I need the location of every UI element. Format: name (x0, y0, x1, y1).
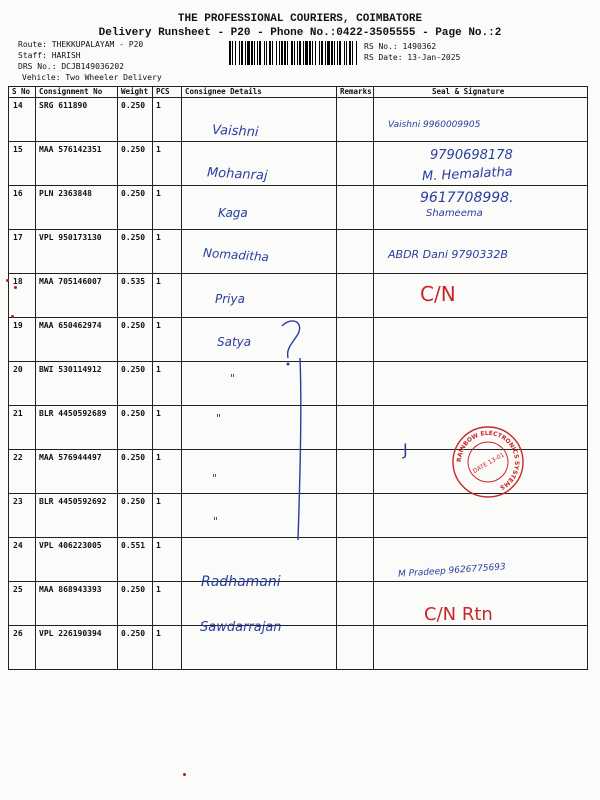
handwritten-remark: C/N (420, 282, 456, 306)
scan-speck (6, 279, 9, 282)
pcs-cell: 1 (153, 318, 182, 362)
consignee-cell (182, 274, 337, 318)
seal-cell (374, 362, 588, 406)
handwritten-consignee: Radhamani (201, 574, 281, 590)
rs-no-label: RS No.: 1490362 (364, 42, 437, 51)
col-seal: Seal & Signature (374, 87, 588, 98)
handwritten-consignee: Vaishni (211, 122, 259, 141)
remarks-cell (337, 274, 374, 318)
remarks-cell (337, 318, 374, 362)
pcs-cell: 1 (153, 450, 182, 494)
weight-cell: 0.250 (118, 186, 153, 230)
handwritten-phone: 9617708998. (420, 190, 514, 206)
route-label: Route: THEKKUPALAYAM - P20 (18, 40, 144, 49)
handwritten-consignee: Nomaditha (202, 245, 270, 265)
table-row (9, 98, 588, 142)
ditto-mark: " (230, 372, 236, 385)
consignment-cell: VPL 950173130 (36, 230, 118, 274)
weight-cell: 0.250 (118, 142, 153, 186)
handwritten-consignee: Sawdarrajan (200, 620, 282, 635)
weight-cell: 0.551 (118, 538, 153, 582)
sno-cell: 15 (9, 142, 36, 186)
ditto-mark: " (216, 412, 222, 425)
col-sno: S No (9, 87, 36, 98)
rs-date-label: RS Date: 13-Jan-2025 (364, 53, 461, 62)
stamp-date: DATE 13-01 (471, 451, 506, 476)
seal-cell (374, 318, 588, 362)
remarks-cell (337, 230, 374, 274)
sno-cell: 22 (9, 450, 36, 494)
remarks-cell (337, 494, 374, 538)
weight-cell: 0.535 (118, 274, 153, 318)
consignment-cell: MAA 576944497 (36, 450, 118, 494)
staff-label: Staff: HARISH (18, 51, 81, 60)
consignee-cell (182, 186, 337, 230)
sno-cell: 19 (9, 318, 36, 362)
weight-cell: 0.250 (118, 318, 153, 362)
remarks-cell (337, 362, 374, 406)
sno-cell: 14 (9, 98, 36, 142)
remarks-cell (337, 406, 374, 450)
handwritten-signature: M. Hemalatha (421, 164, 514, 185)
ditto-mark: " (212, 472, 218, 485)
company-title: THE PROFESSIONAL COURIERS, COIMBATORE (177, 13, 423, 25)
handwritten-signature: J (403, 440, 408, 459)
bracket-mark (270, 318, 320, 548)
pcs-cell: 1 (153, 582, 182, 626)
pcs-cell: 1 (153, 494, 182, 538)
handwritten-consignee: Kaga (218, 206, 248, 220)
runsheet-subtitle: Delivery Runsheet - P20 - Phone No.:0422-3505555 - Page No.:2 (98, 27, 502, 39)
consignment-cell: VPL 226190394 (36, 626, 118, 670)
consignment-cell: BWI 530114912 (36, 362, 118, 406)
pcs-cell: 1 (153, 406, 182, 450)
weight-cell: 0.250 (118, 362, 153, 406)
table-row (9, 582, 588, 626)
pcs-cell: 1 (153, 626, 182, 670)
consignee-cell (182, 98, 337, 142)
sno-cell: 18 (9, 274, 36, 318)
scan-speck (11, 315, 14, 318)
remarks-cell (337, 142, 374, 186)
company-stamp (450, 424, 526, 500)
weight-cell: 0.250 (118, 98, 153, 142)
sno-cell: 25 (9, 582, 36, 626)
remarks-cell (337, 538, 374, 582)
handwritten-phone: 9790698178 (430, 148, 513, 163)
handwritten-consignee: Priya (215, 292, 245, 306)
pcs-cell: 1 (153, 142, 182, 186)
sno-cell: 26 (9, 626, 36, 670)
scan-speck (183, 773, 186, 776)
col-consignment: Consignment No (36, 87, 118, 98)
ditto-mark: " (213, 515, 219, 528)
weight-cell: 0.250 (118, 626, 153, 670)
table-header (9, 87, 588, 98)
weight-cell: 0.250 (118, 230, 153, 274)
consignment-cell: BLR 4450592692 (36, 494, 118, 538)
sno-cell: 17 (9, 230, 36, 274)
seal-cell (374, 494, 588, 538)
seal-cell (374, 274, 588, 318)
table-row (9, 274, 588, 318)
col-weight: Weight (118, 87, 153, 98)
sno-cell: 20 (9, 362, 36, 406)
handwritten-signature: M Pradeep 9626775693 (397, 562, 507, 580)
weight-cell: 0.250 (118, 582, 153, 626)
consignment-cell: MAA 705146007 (36, 274, 118, 318)
seal-cell (374, 626, 588, 670)
handwritten-consignee: Mohanraj (206, 165, 268, 184)
consignment-cell: SRG 611890 (36, 98, 118, 142)
consignment-cell: MAA 650462974 (36, 318, 118, 362)
pcs-cell: 1 (153, 362, 182, 406)
weight-cell: 0.250 (118, 406, 153, 450)
handwritten-signature: ABDR Dani 9790332B (388, 248, 508, 261)
col-consignee: Consignee Details (182, 87, 337, 98)
sno-cell: 21 (9, 406, 36, 450)
remarks-cell (337, 450, 374, 494)
remarks-cell (337, 186, 374, 230)
pcs-cell: 1 (153, 274, 182, 318)
pcs-cell: 1 (153, 538, 182, 582)
handwritten-remark: C/N Rtn (424, 604, 493, 625)
consignment-cell: VPL 406223005 (36, 538, 118, 582)
weight-cell: 0.250 (118, 450, 153, 494)
handwritten-consignee: Satya (217, 335, 252, 349)
pcs-cell: 1 (153, 230, 182, 274)
consignment-cell: MAA 576142351 (36, 142, 118, 186)
handwritten-signature: Shameema (426, 208, 483, 219)
weight-cell: 0.250 (118, 494, 153, 538)
remarks-cell (337, 582, 374, 626)
drs-label: DRS No.: DCJB149036202 (18, 62, 124, 71)
table-row (9, 626, 588, 670)
handwritten-signature: Vaishni 9960009905 (388, 120, 481, 130)
col-remarks: Remarks (337, 87, 374, 98)
barcode (229, 41, 358, 65)
stamp-ring-text: RAINBOW ELECTRONICS SYSTEMS (455, 429, 521, 491)
vehicle-label: Vehicle: Two Wheeler Delivery (22, 73, 162, 82)
consignment-cell: BLR 4450592689 (36, 406, 118, 450)
pcs-cell: 1 (153, 186, 182, 230)
scan-speck (14, 286, 17, 289)
sno-cell: 16 (9, 186, 36, 230)
col-pcs: PCS (153, 87, 182, 98)
sno-cell: 23 (9, 494, 36, 538)
consignment-cell: MAA 868943393 (36, 582, 118, 626)
sno-cell: 24 (9, 538, 36, 582)
remarks-cell (337, 98, 374, 142)
pcs-cell: 1 (153, 98, 182, 142)
consignment-cell: PLN 2363848 (36, 186, 118, 230)
remarks-cell (337, 626, 374, 670)
